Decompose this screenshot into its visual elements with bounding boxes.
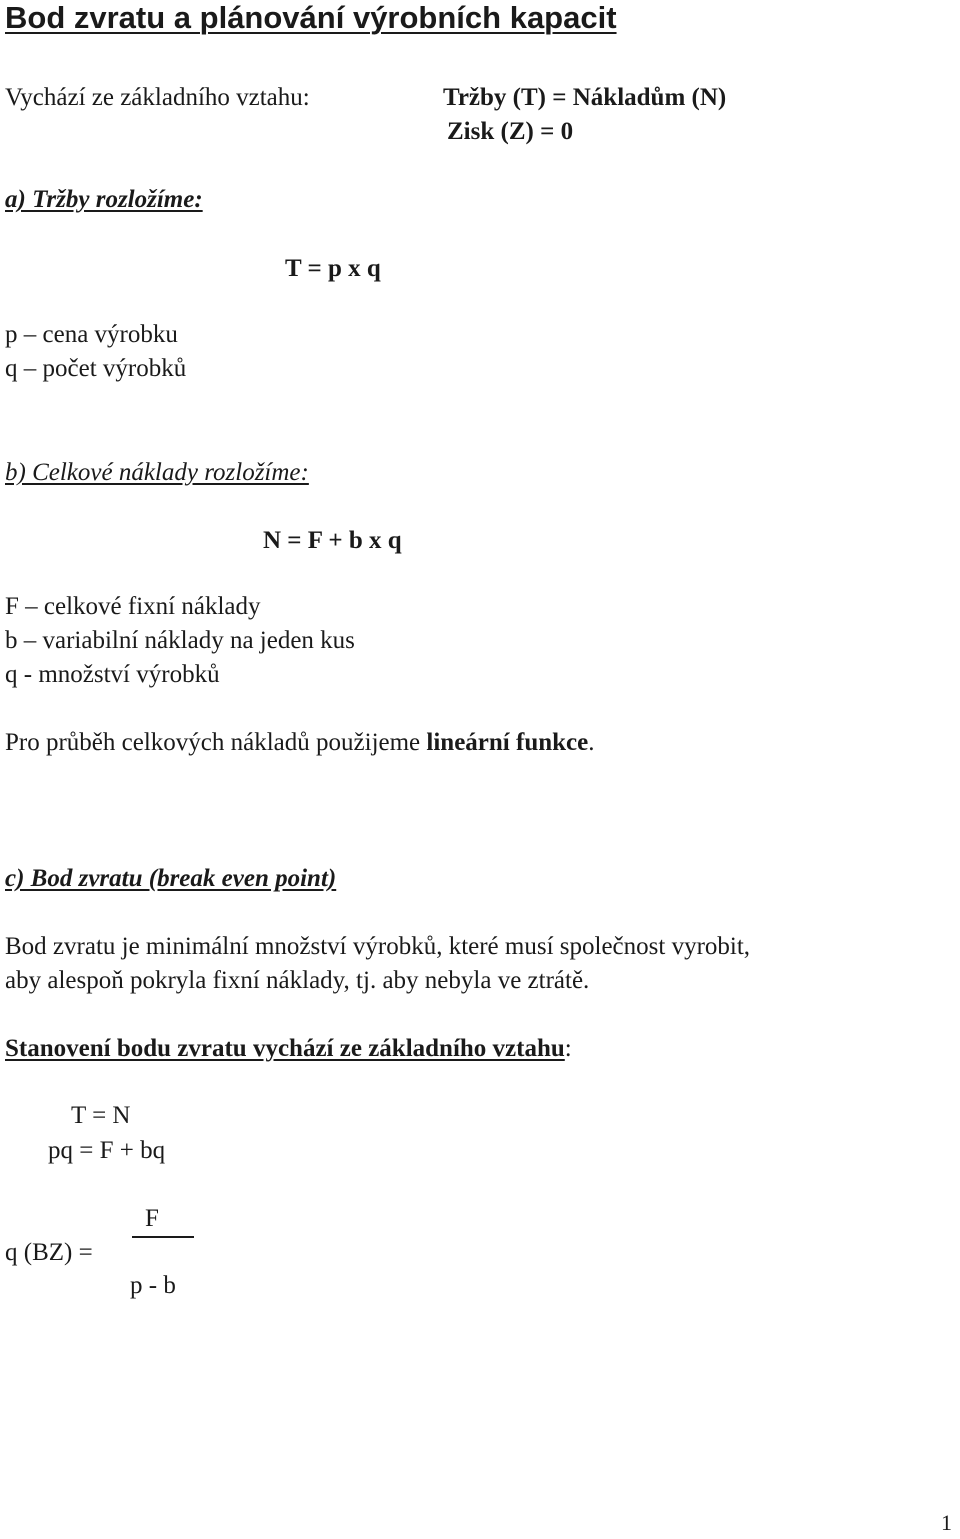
section-c-heading: c) Bod zvratu (break even point) xyxy=(5,865,337,892)
page-number: 1 xyxy=(941,1510,952,1535)
section-b-formula: N = F + b x q xyxy=(263,527,402,554)
page-title: Bod zvratu a plánování výrobních kapacit xyxy=(5,0,617,35)
intro-relation-revenue-costs: Tržby (T) = Nákladům (N) xyxy=(443,84,727,111)
section-a-formula: T = p x q xyxy=(285,255,381,282)
section-b-heading: b) Celkové náklady rozložíme: xyxy=(5,459,309,486)
section-c-stanoveni-colon: : xyxy=(564,1035,572,1062)
equation-pq: pq = F + bq xyxy=(48,1137,166,1164)
section-b-def-f: F – celkové fixní náklady xyxy=(5,593,261,620)
fraction-numerator: F xyxy=(145,1205,159,1232)
section-b-note-suffix: . xyxy=(588,729,595,756)
section-c-stanoveni-bold: Stanovení bodu zvratu vychází ze základního vztahu xyxy=(5,1035,565,1062)
intro-label: Vychází ze základního vztahu: xyxy=(5,84,310,111)
section-c-paragraph-line2: aby alespoň pokryla fixní náklady, tj. aby nebyla ve ztrátě. xyxy=(5,967,590,994)
break-even-label: q (BZ) = xyxy=(5,1239,93,1266)
section-a-def-p: p – cena výrobku xyxy=(5,321,178,348)
fraction-denominator: p - b xyxy=(130,1272,176,1299)
intro-relation-profit: Zisk (Z) = 0 xyxy=(447,118,574,145)
section-b-note-prefix: Pro průběh celkových nákladů použijeme xyxy=(5,729,427,756)
section-c-paragraph-line1: Bod zvratu je minimální množství výrobků, které musí společnost vyrobit, xyxy=(5,933,751,960)
equation-t-equals-n: T = N xyxy=(71,1102,131,1129)
section-b-note-bold: lineární funkce xyxy=(426,729,589,756)
section-c-stanoveni xyxy=(5,1036,572,1061)
section-b-def-q: q - množství výrobků xyxy=(5,661,220,688)
section-a-heading: a) Tržby rozložíme: xyxy=(5,186,203,213)
section-b-note xyxy=(5,730,594,755)
section-a-def-q: q – počet výrobků xyxy=(5,355,187,382)
fraction-bar xyxy=(132,1236,194,1238)
section-b-def-b: b – variabilní náklady na jeden kus xyxy=(5,627,355,654)
